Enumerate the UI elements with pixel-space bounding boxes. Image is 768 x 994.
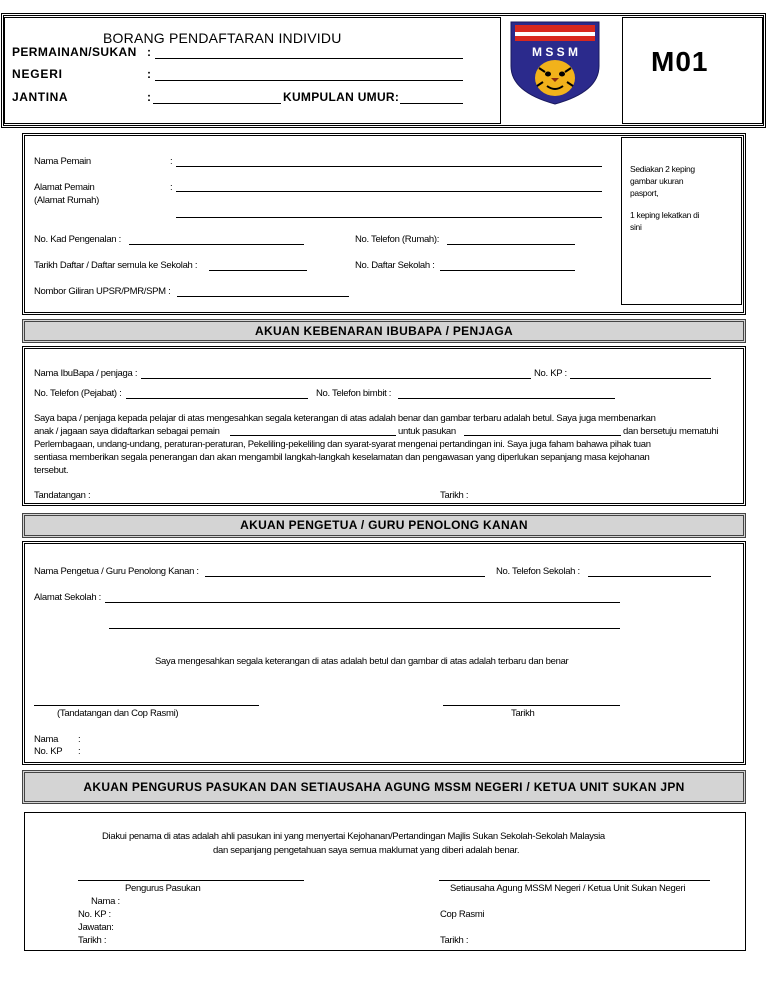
principal-no-kp-colon: : <box>78 746 81 757</box>
parent-signature-clip <box>25 486 743 502</box>
parent-consent-line-2-mid: untuk pasukan <box>398 426 456 437</box>
nama-pengetua-label: Nama Pengetua / Guru Penolong Kanan : <box>34 566 199 577</box>
kumpulan-umur-label: KUMPULAN UMUR: <box>283 90 400 104</box>
alamat-pemain-label: Alamat Pemain <box>34 182 95 193</box>
pengurus-signature-line[interactable] <box>78 880 304 881</box>
no-daftar-sekolah-field[interactable] <box>440 270 575 271</box>
alamat-pemain-field-2[interactable] <box>176 217 602 218</box>
setiausaha-signature-line[interactable] <box>439 880 710 881</box>
team-section-heading: AKUAN PENGURUS PASUKAN DAN SETIAUSAHA AGUNG MSSM NEGERI / KETUA UNIT SUKAN JPN <box>22 770 746 804</box>
parent-consent-line-5: tersebut. <box>34 465 69 476</box>
parent-consent-line-1: Saya bapa / penjaga kepada pelajar di atas mengesahkan segala keterangan di atas adalah benar dan gambar terbaru adalah betul. Saya juga membenarkan <box>34 413 656 424</box>
principal-nama-label: Nama <box>34 734 59 745</box>
telefon-rumah-field[interactable] <box>447 244 575 245</box>
photo-instruction-5: sini <box>630 222 642 232</box>
alamat-pemain-field-1[interactable] <box>176 191 602 192</box>
cop-rasmi-label: Cop Rasmi <box>440 909 485 920</box>
form-code: M01 <box>651 46 709 77</box>
no-kp-parent-field[interactable] <box>570 378 711 379</box>
principal-statement: Saya mengesahkan segala keterangan di atas adalah betul dan gambar di atas adalah terbaru dan benar <box>155 656 569 667</box>
jantina-field[interactable] <box>153 103 281 104</box>
team-nama-label: Nama : <box>91 896 120 907</box>
sukan-field[interactable] <box>230 435 396 436</box>
telefon-pejabat-field[interactable] <box>126 398 308 399</box>
principal-signature-line[interactable] <box>34 705 259 706</box>
alamat-sekolah-label: Alamat Sekolah : <box>34 592 102 603</box>
telefon-rumah-label: No. Telefon (Rumah): <box>355 234 440 245</box>
pasukan-field[interactable] <box>464 435 621 436</box>
team-tarikh-left-label: Tarikh : <box>78 935 107 946</box>
setiausaha-label: Setiausaha Agung MSSM Negeri / Ketua Unit Sukan Negeri <box>450 883 686 894</box>
principal-signature-label: (Tandatangan dan Cop Rasmi) <box>57 708 179 719</box>
parent-consent-line-3: Perlembagaan, undang-undang, peraturan-peraturan, Pekeliling-pekeliling dan syarat-syarat mengenai pertandingan ini. Saya juga faham bahawa pihak tuan <box>34 439 651 450</box>
alamat-sekolah-field-1[interactable] <box>105 602 620 603</box>
tarikh-daftar-label: Tarikh Daftar / Daftar semula ke Sekolah : <box>34 260 198 271</box>
telefon-sekolah-label: No. Telefon Sekolah : <box>496 566 580 577</box>
parent-consent-line-4: sentiasa memberikan segala penerangan dan akan mengambil langkah-langkah keselamatan dan pengawasan yang diperlukan sepanjang masa kejohanan <box>34 452 650 463</box>
telefon-pejabat-label: No. Telefon (Pejabat) : <box>34 388 122 399</box>
mssm-logo <box>507 20 603 106</box>
principal-tarikh-line[interactable] <box>443 705 620 706</box>
permainan-label: PERMAINAN/SUKAN <box>12 45 137 59</box>
logo-text: M S S M <box>531 45 579 59</box>
team-statement-1: Diakui penama di atas adalah ahli pasukan ini yang menyertai Kejohanan/Pertandingan Majlis Sukan Sekolah-Sekolah Malaysia <box>102 831 605 842</box>
form-title: BORANG PENDAFTARAN INDIVIDU <box>103 30 342 46</box>
no-daftar-sekolah-label: No. Daftar Sekolah : <box>355 260 435 271</box>
no-kp-parent-label: No. KP : <box>534 368 567 379</box>
alamat-rumah-label: (Alamat Rumah) <box>34 195 99 206</box>
kad-pengenalan-field[interactable] <box>129 244 304 245</box>
parent-consent-line-2-start: anak / jagaan saya didaftarkan sebagai pemain <box>34 426 220 437</box>
pengurus-label: Pengurus Pasukan <box>125 883 201 894</box>
alamat-pemain-colon: : <box>170 182 173 193</box>
nama-pemain-field[interactable] <box>176 166 602 167</box>
principal-tarikh-label: Tarikh <box>511 708 535 719</box>
permainan-colon: : <box>147 45 151 59</box>
jantina-colon: : <box>147 90 151 104</box>
telefon-bimbit-label: No. Telefon bimbit : <box>316 388 392 399</box>
principal-nama-colon: : <box>78 734 81 745</box>
nama-ibubapa-field[interactable] <box>141 378 531 379</box>
team-statement-2: dan sepanjang pengetahuan saya semua maklumat yang diberi adalah benar. <box>213 845 520 856</box>
photo-instruction-3: pasport, <box>630 188 659 198</box>
nama-pemain-colon: : <box>170 156 173 167</box>
principal-section-heading: AKUAN PENGETUA / GURU PENOLONG KANAN <box>22 513 746 538</box>
negeri-field[interactable] <box>155 80 463 81</box>
principal-no-kp-label: No. KP <box>34 746 63 757</box>
parent-consent-line-2-end: dan bersetuju mematuhi <box>623 426 719 437</box>
team-tarikh-right-label: Tarikh : <box>440 935 469 946</box>
parent-section-heading: AKUAN KEBENARAN IBUBAPA / PENJAGA <box>22 319 746 343</box>
kad-pengenalan-label: No. Kad Pengenalan : <box>34 234 121 245</box>
photo-instruction-4: 1 keping lekatkan di <box>630 210 700 220</box>
tarikh-parent-label: Tarikh : <box>440 490 469 501</box>
photo-instruction-1: Sediakan 2 keping <box>630 164 695 174</box>
photo-box <box>621 137 742 305</box>
alamat-sekolah-field-2[interactable] <box>109 628 620 629</box>
nama-ibubapa-label: Nama IbuBapa / penjaga : <box>34 368 138 379</box>
kumpulan-umur-field[interactable] <box>400 103 463 104</box>
nombor-giliran-field[interactable] <box>177 296 349 297</box>
nama-pengetua-field[interactable] <box>205 576 485 577</box>
telefon-sekolah-field[interactable] <box>588 576 711 577</box>
team-no-kp-label: No. KP : <box>78 909 111 920</box>
nombor-giliran-label: Nombor Giliran UPSR/PMR/SPM : <box>34 286 171 297</box>
tandatangan-parent-label: Tandatangan : <box>34 490 91 501</box>
permainan-field[interactable] <box>155 58 463 59</box>
team-jawatan-label: Jawatan: <box>78 922 114 933</box>
negeri-colon: : <box>147 67 151 81</box>
negeri-label: NEGERI <box>12 67 63 81</box>
jantina-label: JANTINA <box>12 90 69 104</box>
photo-instruction-2: gambar ukuran <box>630 176 684 186</box>
telefon-bimbit-field[interactable] <box>398 398 615 399</box>
nama-pemain-label: Nama Pemain <box>34 156 91 167</box>
tarikh-daftar-field[interactable] <box>209 270 307 271</box>
